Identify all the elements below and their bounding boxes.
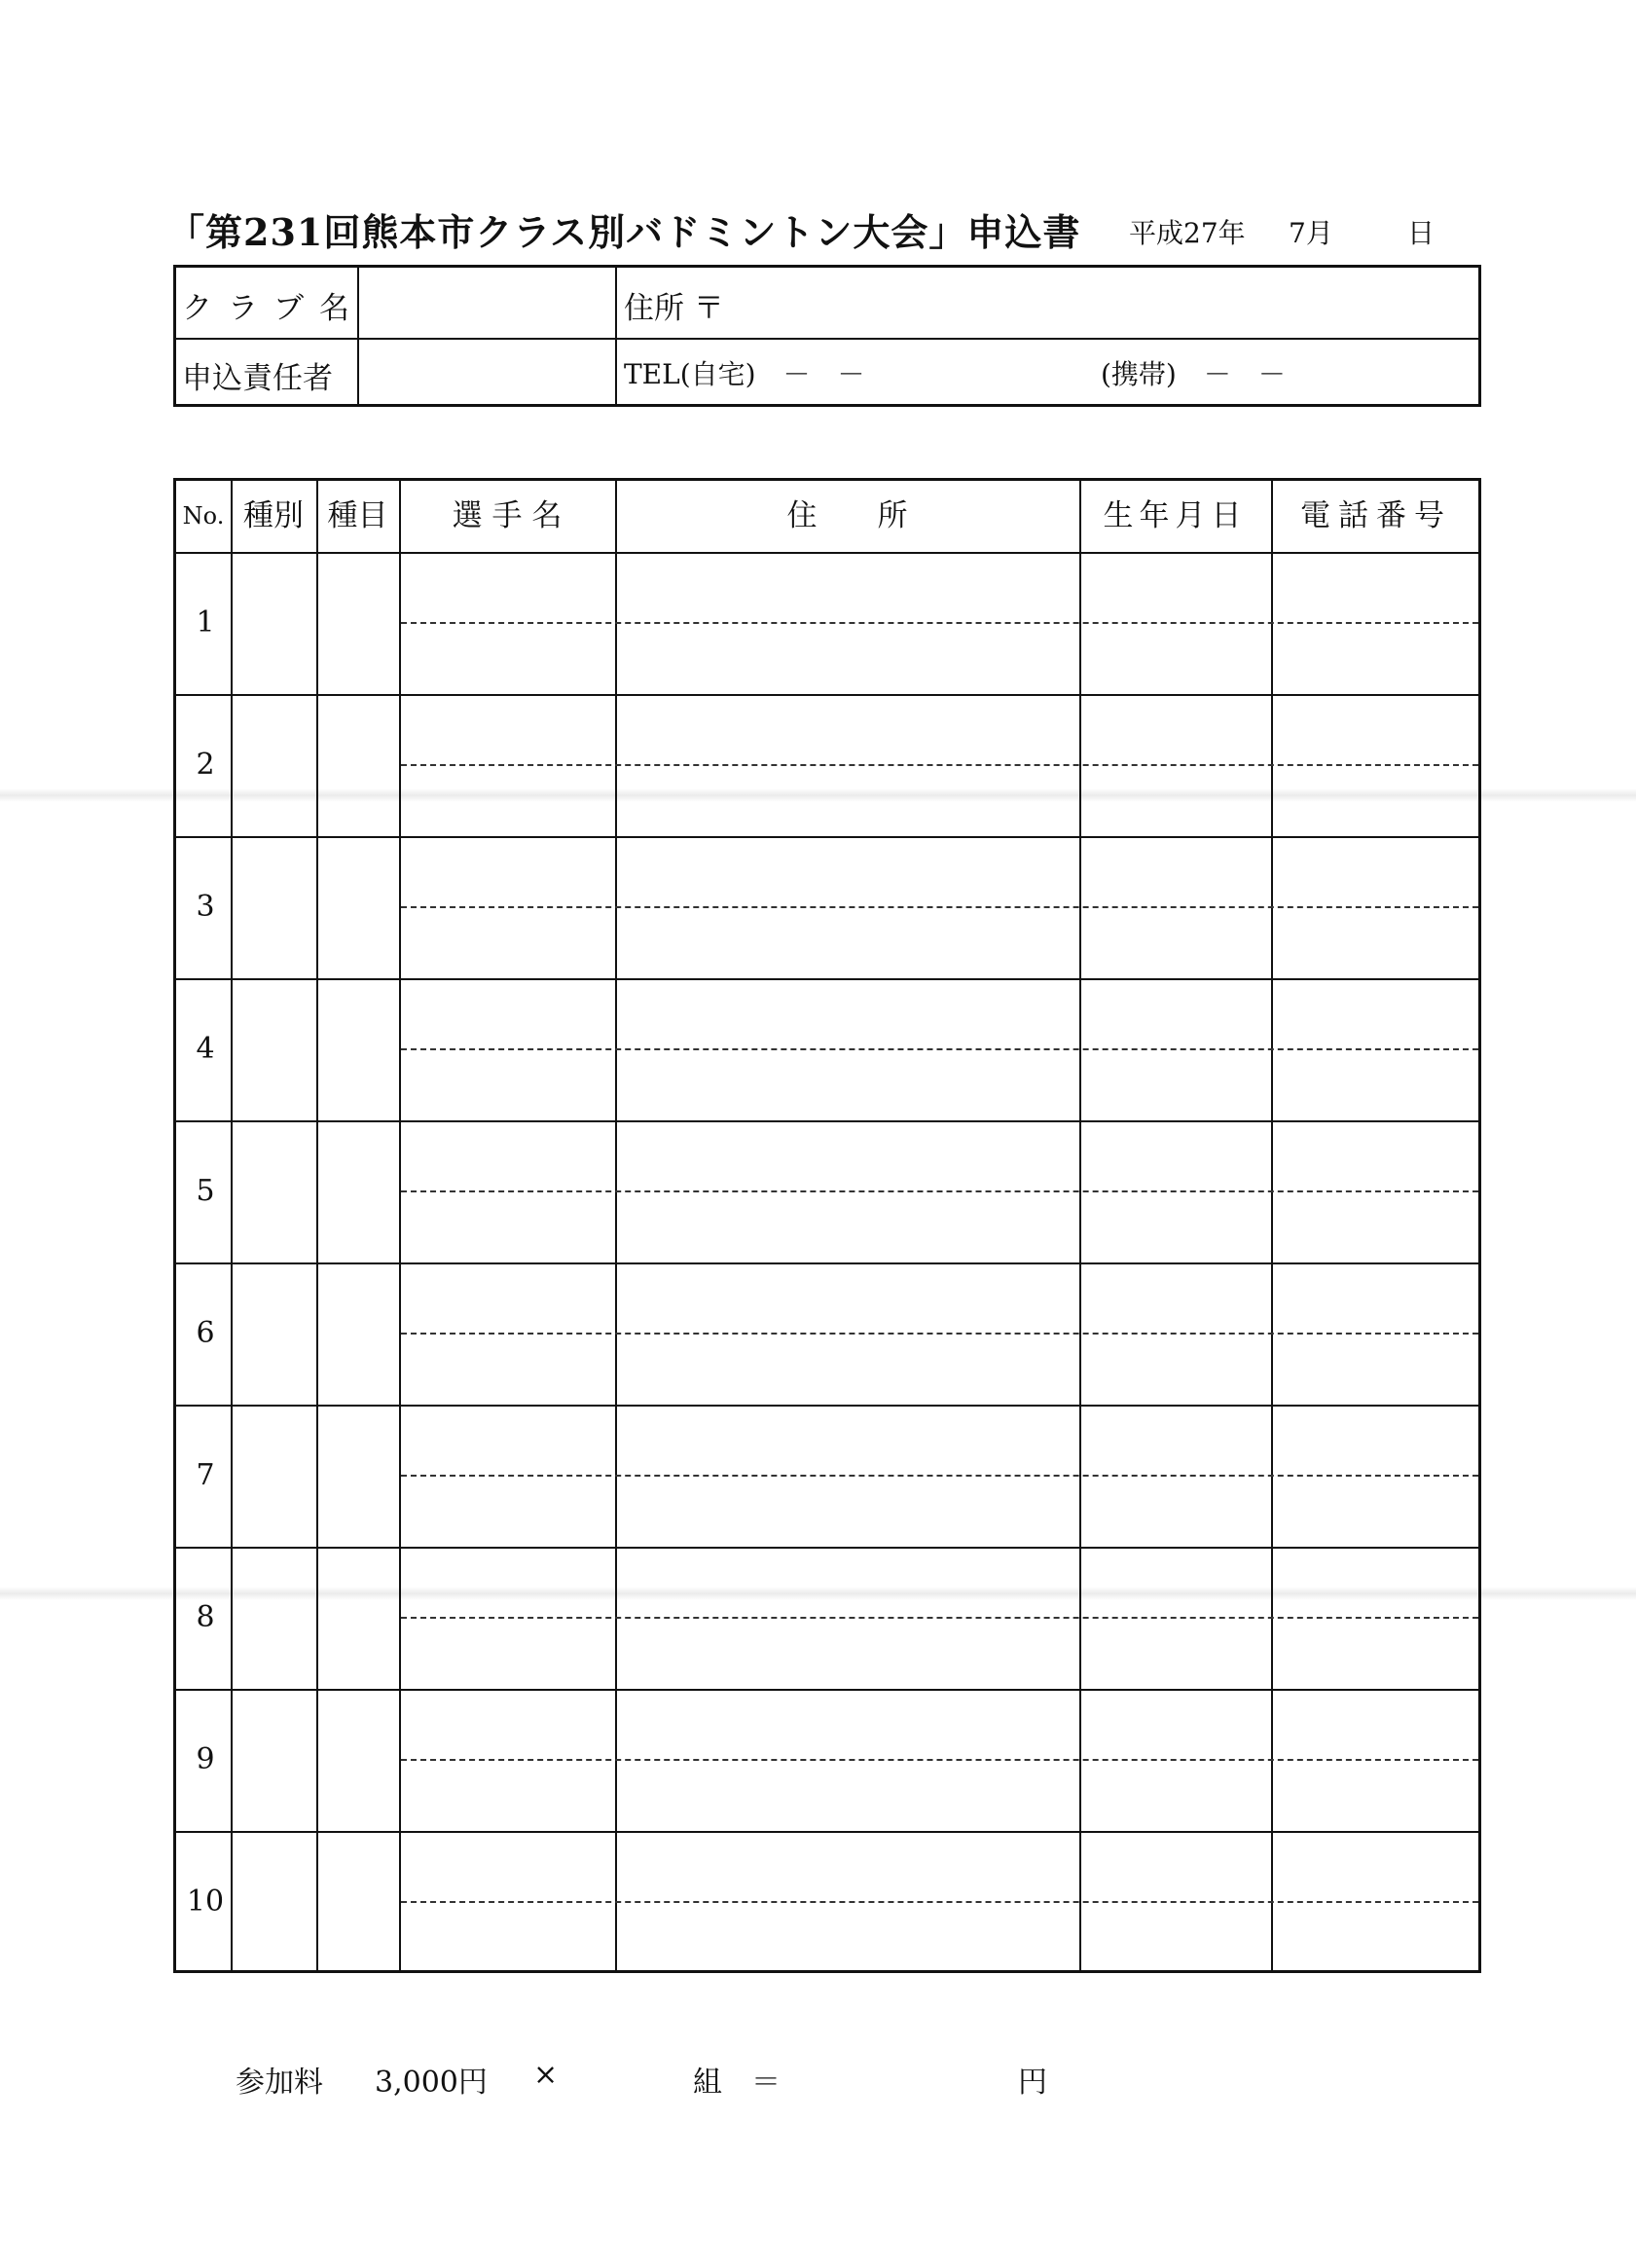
divider <box>401 1901 1478 1903</box>
table-row[interactable] <box>176 1689 1478 1831</box>
col-header-no: No. <box>182 502 225 530</box>
divider <box>176 836 1478 838</box>
fee-groups-label: 組 <box>693 2066 722 2100</box>
divider <box>401 1759 1478 1761</box>
date-day: 日 <box>1407 217 1436 249</box>
representative-field[interactable] <box>361 342 612 404</box>
address-label: 住所 〒 <box>624 291 724 326</box>
form-title: 「第231回熊本市クラス別バドミントン大会」申込書 <box>167 210 1081 254</box>
divider <box>401 764 1478 766</box>
divider <box>176 338 1478 340</box>
tel-home-label: TEL(自宅) － － <box>624 358 865 390</box>
row-number: 6 <box>196 1316 215 1350</box>
row-number: 3 <box>196 890 215 924</box>
table-row[interactable] <box>176 552 1478 694</box>
divider <box>615 268 617 404</box>
divider <box>176 694 1478 696</box>
divider <box>176 1547 1478 1549</box>
col-header-address: 住 所 <box>786 498 908 533</box>
row-number: 1 <box>196 605 215 640</box>
player-roster-table <box>173 478 1481 1973</box>
divider <box>176 1689 1478 1691</box>
col-header-phone: 電話番号 <box>1300 498 1452 533</box>
row-number: 4 <box>196 1032 215 1066</box>
tel-mobile-label: (携帯) － － <box>1101 358 1286 390</box>
table-row[interactable] <box>176 1262 1478 1405</box>
divider <box>401 622 1478 624</box>
fee-equals-sign: ＝ <box>751 2066 781 2100</box>
fee-label: 参加料 <box>236 2066 323 2100</box>
row-number: 5 <box>196 1174 215 1208</box>
divider <box>401 1475 1478 1477</box>
divider <box>401 1190 1478 1192</box>
fee-multiply-sign: × <box>533 2058 559 2092</box>
divider <box>176 978 1478 980</box>
table-row[interactable] <box>176 1831 1478 1973</box>
divider <box>176 1120 1478 1122</box>
address-field[interactable] <box>780 271 1461 335</box>
col-header-category: 種別 <box>243 498 304 533</box>
row-number: 9 <box>196 1742 215 1776</box>
club-name-label: クラブ名 <box>182 291 365 326</box>
club-name-field[interactable] <box>361 271 612 335</box>
row-number: 7 <box>196 1458 215 1492</box>
divider <box>176 1831 1478 1833</box>
club-info-table <box>173 265 1481 407</box>
fee-total-yen: 円 <box>1018 2066 1047 2100</box>
row-number: 8 <box>196 1600 215 1634</box>
representative-label: 申込責任者 <box>182 361 333 396</box>
divider <box>176 552 1478 554</box>
divider <box>401 1048 1478 1050</box>
fee-unit-price: 3,000円 <box>375 2066 488 2100</box>
date-era-year: 平成27年 <box>1129 217 1246 249</box>
divider <box>176 1405 1478 1407</box>
col-header-player-name: 選 手 名 <box>452 498 563 533</box>
divider <box>401 1617 1478 1619</box>
table-row[interactable] <box>176 694 1478 836</box>
date-month: 7月 <box>1289 217 1333 249</box>
table-row[interactable] <box>176 1405 1478 1547</box>
row-number: 2 <box>196 748 215 782</box>
col-header-birthdate: 生年月日 <box>1103 498 1248 533</box>
divider <box>401 906 1478 908</box>
divider <box>401 1333 1478 1335</box>
col-header-event: 種目 <box>327 498 388 533</box>
table-row[interactable] <box>176 978 1478 1120</box>
table-row[interactable] <box>176 1120 1478 1262</box>
table-row[interactable] <box>176 1547 1478 1689</box>
divider <box>176 1262 1478 1264</box>
row-number: 10 <box>186 1884 225 1919</box>
table-row[interactable] <box>176 836 1478 978</box>
